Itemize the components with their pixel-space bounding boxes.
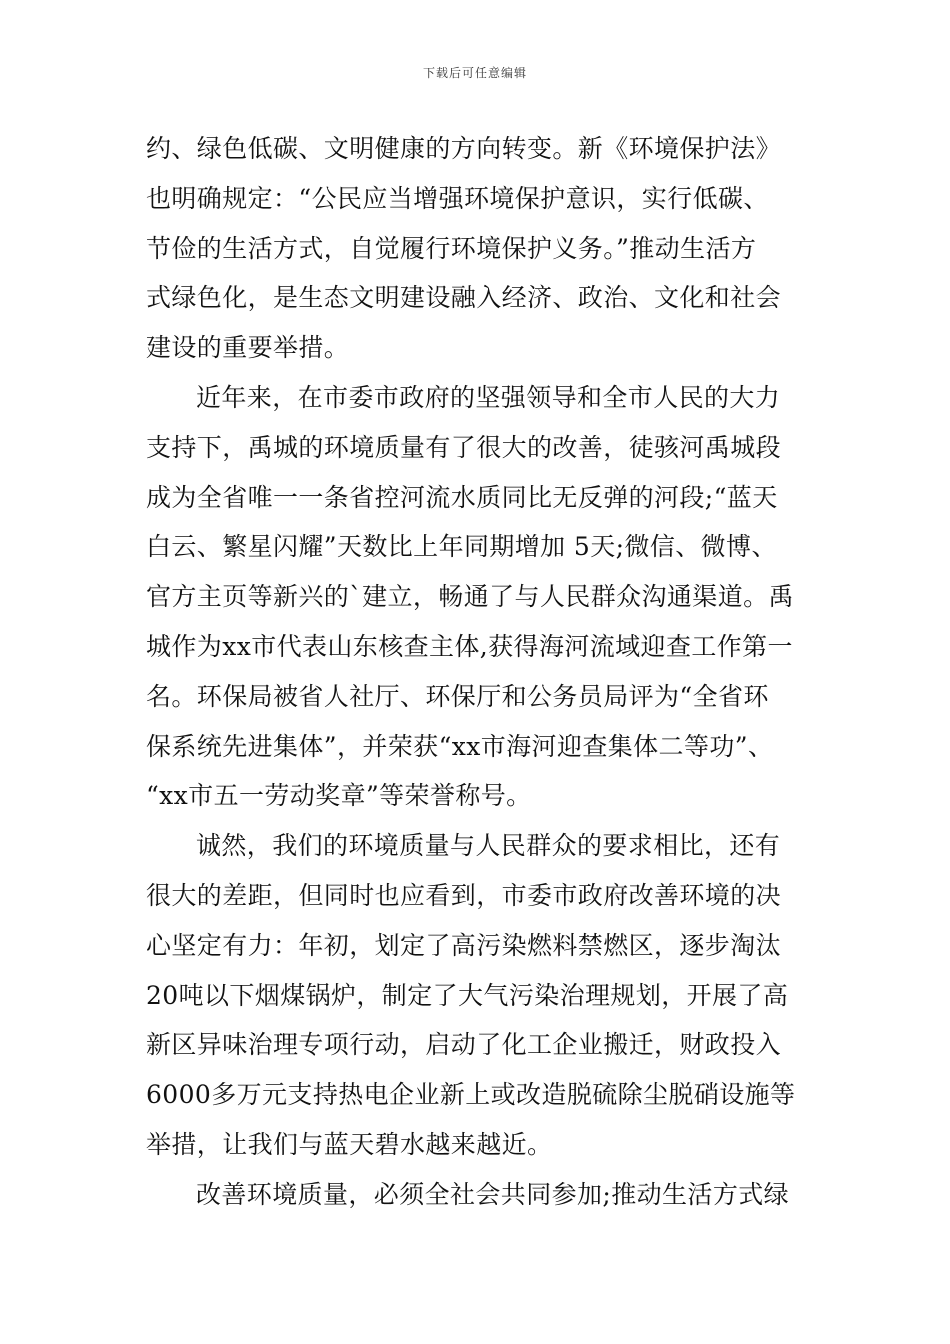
text-line: 20吨以下烟煤锅炉，制定了大气污染治理规划，开展了高 [146,980,789,1010]
document-body [146,124,810,1220]
text-line: 成为全省唯一一条省控河流水质同比无反弹的河段;“蓝天 [146,482,778,512]
text-line: 新区异味治理专项行动，启动了化工企业搬迁，财政投入 [146,1030,782,1060]
text-line: 名。环保局被省人社厅、环保厅和公务员局评为“全省环 [146,681,769,711]
text-line: 城作为xx市代表山东核查主体,获得海河流域迎查工作第一 [146,631,793,661]
text-line: 心坚定有力：年初，划定了高污染燃料禁燃区，逐步淘汰 [146,930,782,960]
text-line: 诚然，我们的环境质量与人民群众的要求相比，还有 [196,831,781,861]
text-line: 白云、繁星闪耀”天数比上年同期增加 5天;微信、微博、 [146,532,777,562]
text-line: 很大的差距，但同时也应看到，市委市政府改善环境的决 [146,880,782,910]
text-line: 式绿色化，是生态文明建设融入经济、政治、文化和社会 [146,283,782,313]
text-line: 改善环境质量，必须全社会共同参加;推动生活方式绿 [196,1179,790,1209]
text-line: 6000多万元支持热电企业新上或改造脱硫除尘脱硝设施等 [146,1080,796,1110]
text-line: 也明确规定：“公民应当增强环境保护意识，实行低碳、 [146,183,769,213]
text-line: 保系统先进集体”，并荣获“xx市海河迎查集体二等功”、 [146,731,774,761]
page-header: 下载后可任意编辑 [422,66,527,80]
text-line: 支持下，禹城的环境质量有了很大的改善，徒骇河禹城段 [146,432,782,462]
text-line: 近年来，在市委市政府的坚强领导和全市人民的大力 [196,382,781,412]
text-line: 官方主页等新兴的`建立，畅通了与人民群众沟通渠道。禹 [146,582,794,612]
text-line: 举措，让我们与蓝天碧水越来越近。 [146,1129,553,1159]
text-line: 节俭的生活方式，自觉履行环境保护义务。”推动生活方 [146,233,757,263]
text-line: 约、绿色低碳、文明健康的方向转变。新《环境保护法》 [146,134,782,163]
text-line: “xx市五一劳动奖章”等荣誉称号。 [146,781,532,811]
text-line: 建设的重要举措。 [146,333,350,363]
